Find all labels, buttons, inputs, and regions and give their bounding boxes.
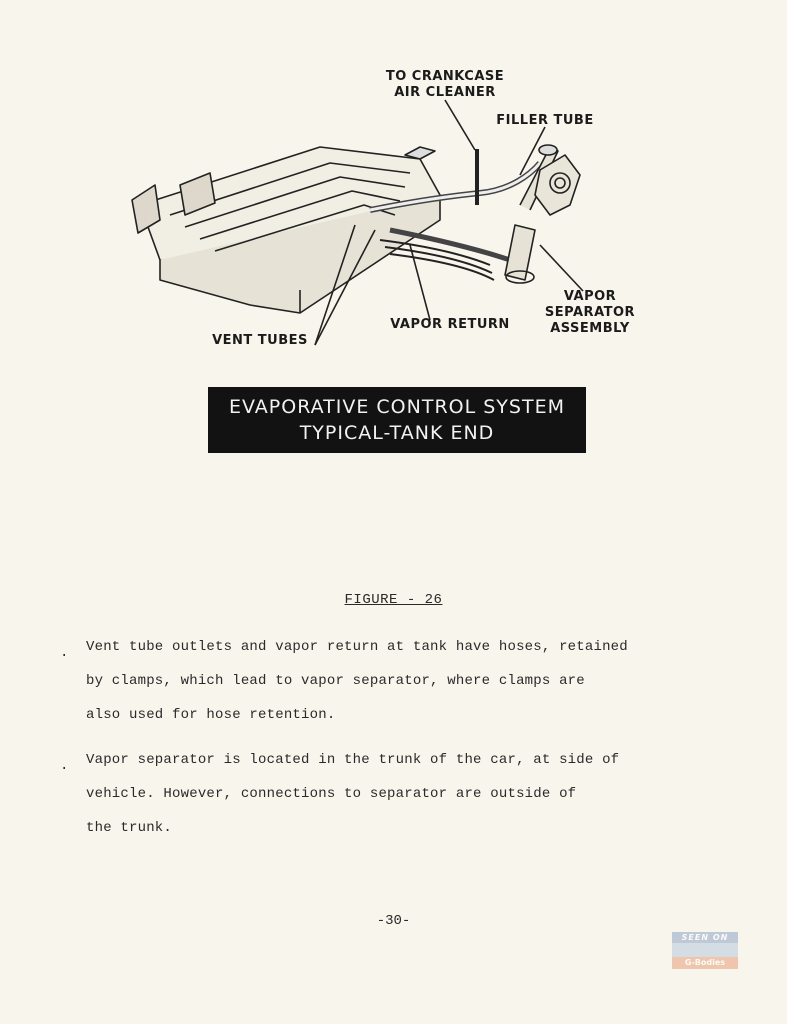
caption-line-1: EVAPORATIVE CONTROL SYSTEM (229, 396, 565, 418)
label-line: VAPOR (563, 289, 617, 304)
paragraph-2 (86, 743, 746, 845)
label-line: AIR CLEANER (394, 85, 496, 100)
watermark-top-text: SEEN ON (672, 932, 738, 943)
label-vapor-separator-assembly (530, 289, 650, 337)
car-silhouette-icon (672, 943, 738, 957)
label-line: TO CRANKCASE (385, 69, 505, 84)
paragraph-line: the trunk. (86, 820, 173, 836)
label-line: ASSEMBLY (550, 321, 630, 336)
paragraph-line: by clamps, which lead to vapor separator, where clamps are (86, 673, 585, 689)
label-vent-tubes: VENT TUBES (212, 333, 308, 348)
label-vapor-return: VAPOR RETURN (390, 317, 510, 332)
watermark-bottom-text: G-Bodies (672, 957, 738, 969)
paragraph-1 (86, 630, 746, 732)
bullet-2: . (60, 758, 69, 774)
paragraph-line: also used for hose retention. (86, 707, 336, 723)
figure-label-text: FIGURE - 26 (344, 592, 443, 608)
fuel-tank-diagram (120, 55, 680, 365)
label-to-crankcase-air-cleaner (360, 69, 530, 101)
label-line: SEPARATOR (544, 305, 636, 320)
paragraph-line: Vent tube outlets and vapor return at tank have hoses, retained (86, 639, 628, 655)
label-filler-tube: FILLER TUBE (496, 113, 594, 128)
paragraph-line: vehicle. However, connections to separator are outside of (86, 786, 577, 802)
watermark-logo (672, 932, 738, 974)
paragraph-line: Vapor separator is located in the trunk of the car, at side of (86, 752, 620, 768)
diagram-caption (208, 387, 586, 453)
bullet-1: . (60, 645, 69, 661)
figure-label (0, 592, 787, 608)
caption-line-2: TYPICAL-TANK END (299, 422, 495, 444)
page-number: -30- (376, 913, 411, 929)
